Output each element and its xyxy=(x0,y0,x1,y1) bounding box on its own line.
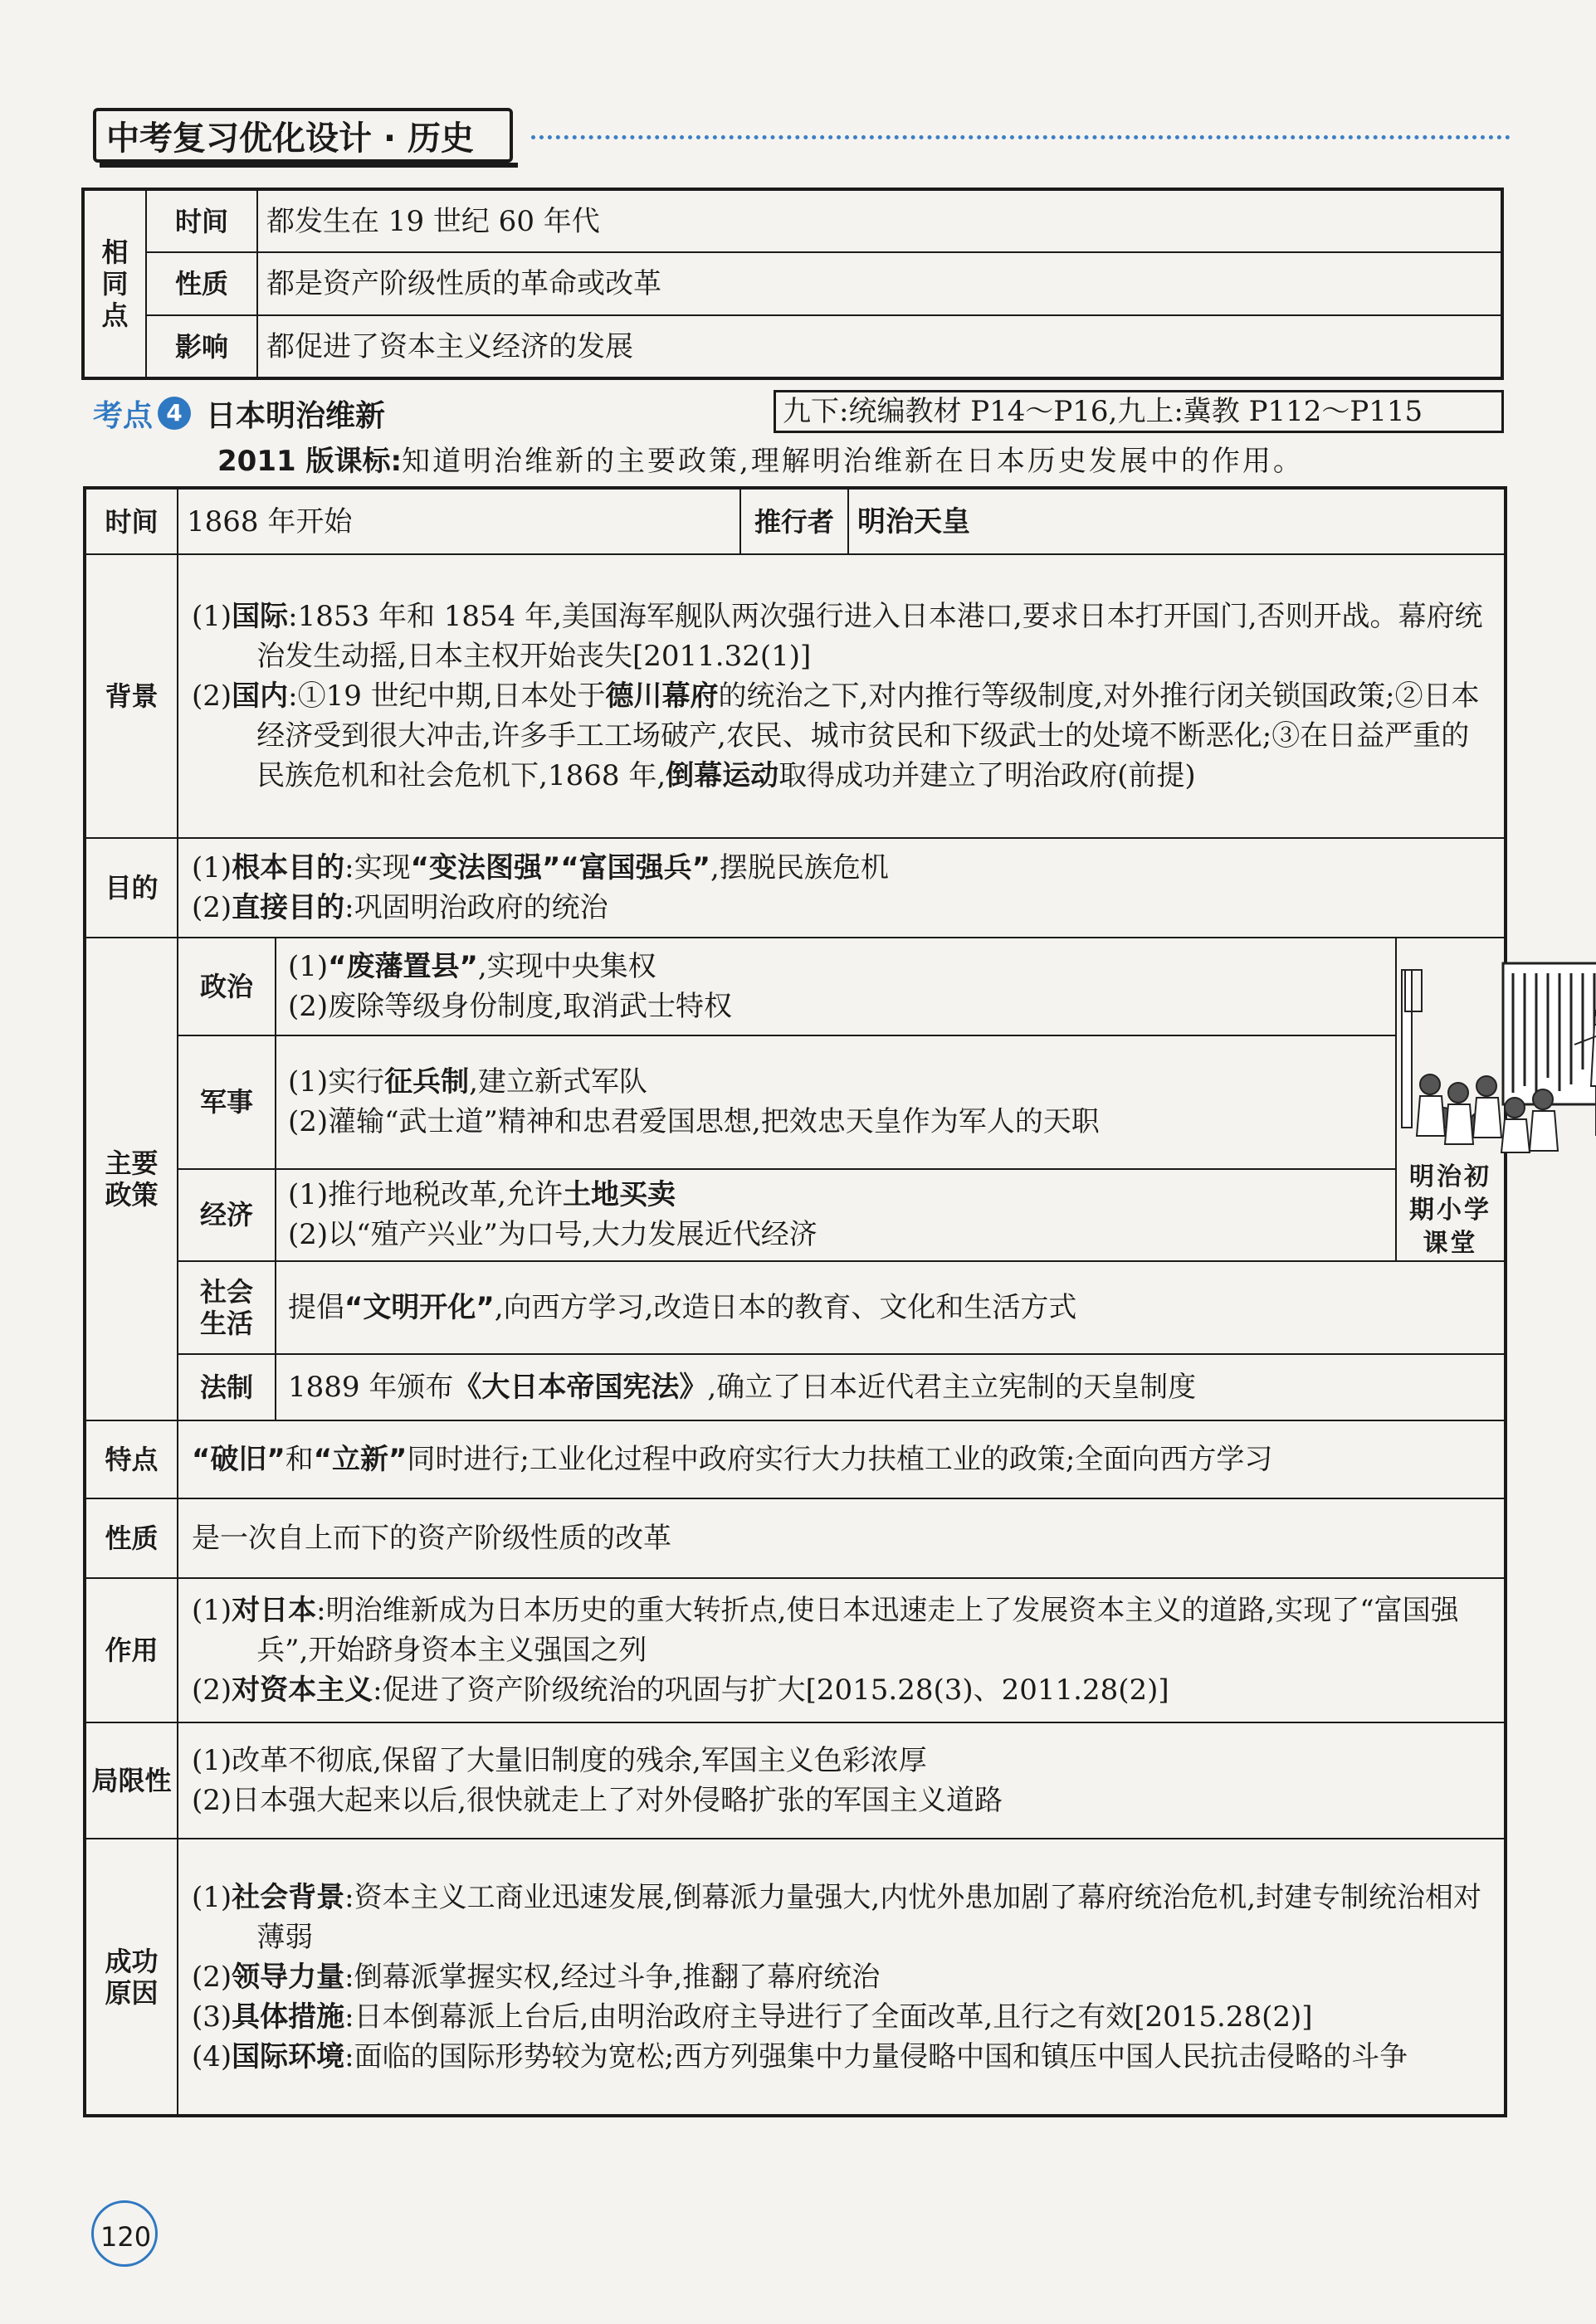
limitation-content xyxy=(178,1722,1506,1839)
header-dotted-rule xyxy=(531,135,1511,139)
success-item-leadership xyxy=(192,1957,1491,1997)
meiji-restoration-table xyxy=(83,486,1507,2117)
policies-label xyxy=(85,938,178,1420)
policy-society-row xyxy=(85,1261,1506,1354)
limitation-line-2: (2)日本强大起来以后,很快就走上了对外侵略扩张的军国主义道路 xyxy=(192,1784,1003,1817)
policy-law-content xyxy=(276,1354,1506,1420)
page-number: 120 xyxy=(100,2221,152,2253)
time-row xyxy=(85,488,1506,554)
item-key: 社会背景 xyxy=(232,1880,345,1914)
policy-military-row xyxy=(85,1035,1506,1169)
limitation-label: 局限性 xyxy=(85,1722,178,1839)
purpose-item-fundamental xyxy=(192,848,1491,888)
item-key: 国际环境 xyxy=(232,2039,345,2073)
policy-society-content xyxy=(276,1261,1506,1354)
effect-row xyxy=(85,1578,1506,1722)
effect-label: 作用 xyxy=(85,1578,178,1722)
classroom-icon xyxy=(1397,945,1596,1161)
item-key: 领导力量 xyxy=(232,1960,345,1994)
policy-military-content xyxy=(276,1035,1396,1169)
policy-society-label xyxy=(178,1261,276,1354)
item-key: 《大日本帝国宪法》 xyxy=(453,1371,708,1404)
time-value xyxy=(178,488,740,554)
item-num: (2) xyxy=(192,1674,232,1707)
item-text: ,建立新式军队 xyxy=(469,1065,647,1099)
item-key: 具体措施 xyxy=(232,2000,345,2034)
item-num: (1) xyxy=(288,949,329,983)
nature-row xyxy=(85,1498,1506,1578)
item-text: :明治维新成为日本历史的重大转折点,使日本迅速走上了发展资本主义的道路,实现了“富国强兵”,开始跻身资本主义强国之列 xyxy=(256,1594,1459,1667)
item-key: “变法图强”“富国强兵” xyxy=(410,851,711,884)
economy-line-2: (2)以“殖产兴业”为口号,大力发展近代经济 xyxy=(288,1218,818,1252)
success-row xyxy=(85,1839,1506,2116)
policies-label-text: 主要政策 xyxy=(105,1147,159,1211)
item-text: ,摆脱民族危机 xyxy=(710,851,889,884)
compare-group-label xyxy=(83,189,146,378)
success-item-measures xyxy=(192,1997,1491,2037)
promoter-value: 明治天皇 xyxy=(848,488,1506,554)
item-text: :倒幕派掌握实权,经过斗争,推翻了幕府统治 xyxy=(344,1960,881,1994)
policy-politics-content xyxy=(276,938,1396,1035)
purpose-content xyxy=(178,838,1506,938)
item-text: ,确立了日本近代君主立宪制的天皇制度 xyxy=(707,1371,1197,1404)
compare-row-label: 时间 xyxy=(146,189,257,252)
military-line-2: (2)灌输“武士道”精神和忠君爱国思想,把效忠天皇作为军人的天职 xyxy=(288,1105,1100,1139)
comparison-table xyxy=(81,188,1504,380)
page-number-badge xyxy=(91,2200,158,2267)
item-num: (4) xyxy=(192,2039,232,2073)
page-header-title xyxy=(93,108,513,163)
compare-row xyxy=(83,252,1502,315)
purpose-item-direct xyxy=(192,888,1491,928)
compare-row-label: 影响 xyxy=(146,315,257,378)
compare-row-text: 都发生在 19 世纪 60 年代 xyxy=(257,189,1502,252)
item-key: “立新” xyxy=(313,1443,408,1476)
classroom-illustration-cell xyxy=(1396,938,1506,1261)
economy-line-1 xyxy=(288,1175,1384,1215)
item-text: :1853 年和 1854 年,美国海军舰队两次强行进入日本港口,要求日本打开国门,否则开战。幕府统治发生动摇,日本主权开始丧失[2011.32(1)] xyxy=(256,600,1483,673)
success-content xyxy=(178,1839,1506,2116)
item-text: :促进了资产阶级统治的巩固与扩大[2015.28(3)、2011.28(2)] xyxy=(373,1674,1169,1707)
compare-row-label: 性质 xyxy=(146,252,257,315)
item-text: 同时进行;工业化过程中政府实行大力扶植工业的政策;全面向西方学习 xyxy=(407,1443,1273,1476)
standard-prefix: 2011 版课标: xyxy=(217,445,403,478)
military-line-1 xyxy=(288,1062,1384,1102)
purpose-row xyxy=(85,838,1506,938)
item-num: (1) xyxy=(192,851,232,884)
item-text: 1889 年颁布 xyxy=(288,1371,454,1404)
item-text: :日本倒幕派上台后,由明治政府主导进行了全面改革,且行之有效[2015.28(2)] xyxy=(344,2000,1313,2034)
time-value-text: 1868 年开始 xyxy=(187,504,353,538)
background-content xyxy=(178,554,1506,838)
header-title-text: 中考复习优化设计 · 历史 xyxy=(106,119,475,158)
policy-military-label: 军事 xyxy=(178,1035,276,1169)
item-num: (3) xyxy=(192,2000,232,2034)
item-key: “废藩置县” xyxy=(328,949,478,983)
policy-economy-label: 经济 xyxy=(178,1169,276,1261)
item-num: (2) xyxy=(192,891,232,924)
compare-row-text: 都促进了资本主义经济的发展 xyxy=(257,315,1502,378)
effect-item-japan xyxy=(192,1591,1491,1670)
features-row xyxy=(85,1420,1506,1498)
politics-line-2: (2)废除等级身份制度,取消武士特权 xyxy=(288,989,732,1023)
item-key: “破旧” xyxy=(192,1443,286,1476)
section-title: 日本明治维新 xyxy=(206,398,386,433)
item-num: (1) xyxy=(192,1594,232,1627)
features-label: 特点 xyxy=(85,1420,178,1498)
item-num: (1) xyxy=(192,1880,232,1914)
item-text: 提倡 xyxy=(288,1291,344,1324)
limitation-row xyxy=(85,1722,1506,1839)
item-text: 取得成功并建立了明治政府(前提) xyxy=(778,759,1196,792)
curriculum-standard xyxy=(217,440,1304,483)
compare-row xyxy=(83,189,1502,252)
effect-content xyxy=(178,1578,1506,1722)
policy-law-row xyxy=(85,1354,1506,1420)
item-text: 和 xyxy=(285,1443,314,1476)
item-text: :面临的国际形势较为宽松;西方列强集中力量侵略中国和镇压中国人民抗击侵略的斗争 xyxy=(344,2039,1408,2073)
item-text: :①19 世纪中期,日本处于 xyxy=(288,680,606,713)
success-label-text: 成功原因 xyxy=(105,1945,159,2009)
section-heading xyxy=(93,388,385,438)
item-text: :资本主义工商业迅速发展,倒幕派力量强大,内忧外患加剧了幕府统治危机,封建专制统治相对薄弱 xyxy=(256,1880,1482,1954)
item-num: (2) xyxy=(192,680,232,713)
item-key: 德川幕府 xyxy=(605,680,719,713)
policy-politics-row xyxy=(85,938,1506,1035)
limitation-line-1: (1)改革不彻底,保留了大量旧制度的残余,军国主义色彩浓厚 xyxy=(192,1744,927,1777)
background-item-domestic xyxy=(192,676,1491,796)
item-key: 国际 xyxy=(232,600,289,633)
item-key: 根本目的 xyxy=(232,851,345,884)
item-key: 土地买卖 xyxy=(562,1178,676,1212)
item-key: 对日本 xyxy=(232,1594,317,1627)
kaodian-label: 考点 xyxy=(93,398,154,433)
item-key: “文明开化” xyxy=(344,1291,495,1324)
item-num: (1) xyxy=(192,600,232,633)
item-text: :巩固明治政府的统治 xyxy=(344,891,608,924)
item-text: (1)推行地税改革,允许 xyxy=(288,1178,563,1212)
policy-economy-row xyxy=(85,1169,1506,1261)
success-label xyxy=(85,1839,178,2116)
item-key: 征兵制 xyxy=(384,1065,470,1099)
group-label-text: 相同点 xyxy=(101,236,129,331)
background-item-international xyxy=(192,597,1491,676)
item-key: 倒幕运动 xyxy=(666,759,779,792)
item-key: 直接目的 xyxy=(232,891,345,924)
time-label: 时间 xyxy=(85,488,178,554)
image-caption: 明治初期小学课堂 xyxy=(1409,1162,1491,1258)
policy-politics-label: 政治 xyxy=(178,938,276,1035)
item-text: (1)实行 xyxy=(288,1065,385,1099)
purpose-label: 目的 xyxy=(85,838,178,938)
effect-item-capitalism xyxy=(192,1670,1491,1710)
compare-row-text: 都是资产阶级性质的革命或改革 xyxy=(257,252,1502,315)
society-label-text: 社会生活 xyxy=(199,1276,253,1339)
standard-text: 知道明治维新的主要政策,理解明治维新在日本历史发展中的作用。 xyxy=(402,445,1304,478)
item-num: (2) xyxy=(192,1960,232,1994)
policy-economy-content xyxy=(276,1169,1396,1261)
item-text: :实现 xyxy=(344,851,411,884)
policy-law-label: 法制 xyxy=(178,1354,276,1420)
success-item-international xyxy=(192,2037,1491,2077)
item-text: ,实现中央集权 xyxy=(477,949,656,983)
promoter-label: 推行者 xyxy=(740,488,848,554)
item-key: 国内 xyxy=(232,680,289,713)
textbook-reference: 九下:统编教材 P14～P16,九上:冀教 P112～P115 xyxy=(774,390,1504,433)
background-label: 背景 xyxy=(85,554,178,838)
nature-label: 性质 xyxy=(85,1498,178,1578)
item-text: ,向西方学习,改造日本的教育、文化和生活方式 xyxy=(494,1291,1077,1324)
nature-content: 是一次自上而下的资产阶级性质的改革 xyxy=(178,1498,1506,1578)
item-key: 对资本主义 xyxy=(232,1674,373,1707)
item-text: 的统治之下,对内推行等级制度,对外推行闭关锁国政策;②日本经济受到很大冲击,许多手工工场破产,农民、城市贫民和下级武士的处境不断恶化;③在日益严重的民族危机和社会危机下,1868 年, xyxy=(256,680,1480,792)
politics-line-1 xyxy=(288,947,1384,987)
kaodian-number-badge: 4 xyxy=(158,397,191,430)
background-row xyxy=(85,554,1506,838)
success-item-background xyxy=(192,1878,1491,1957)
features-content xyxy=(178,1420,1506,1498)
compare-row xyxy=(83,315,1502,378)
